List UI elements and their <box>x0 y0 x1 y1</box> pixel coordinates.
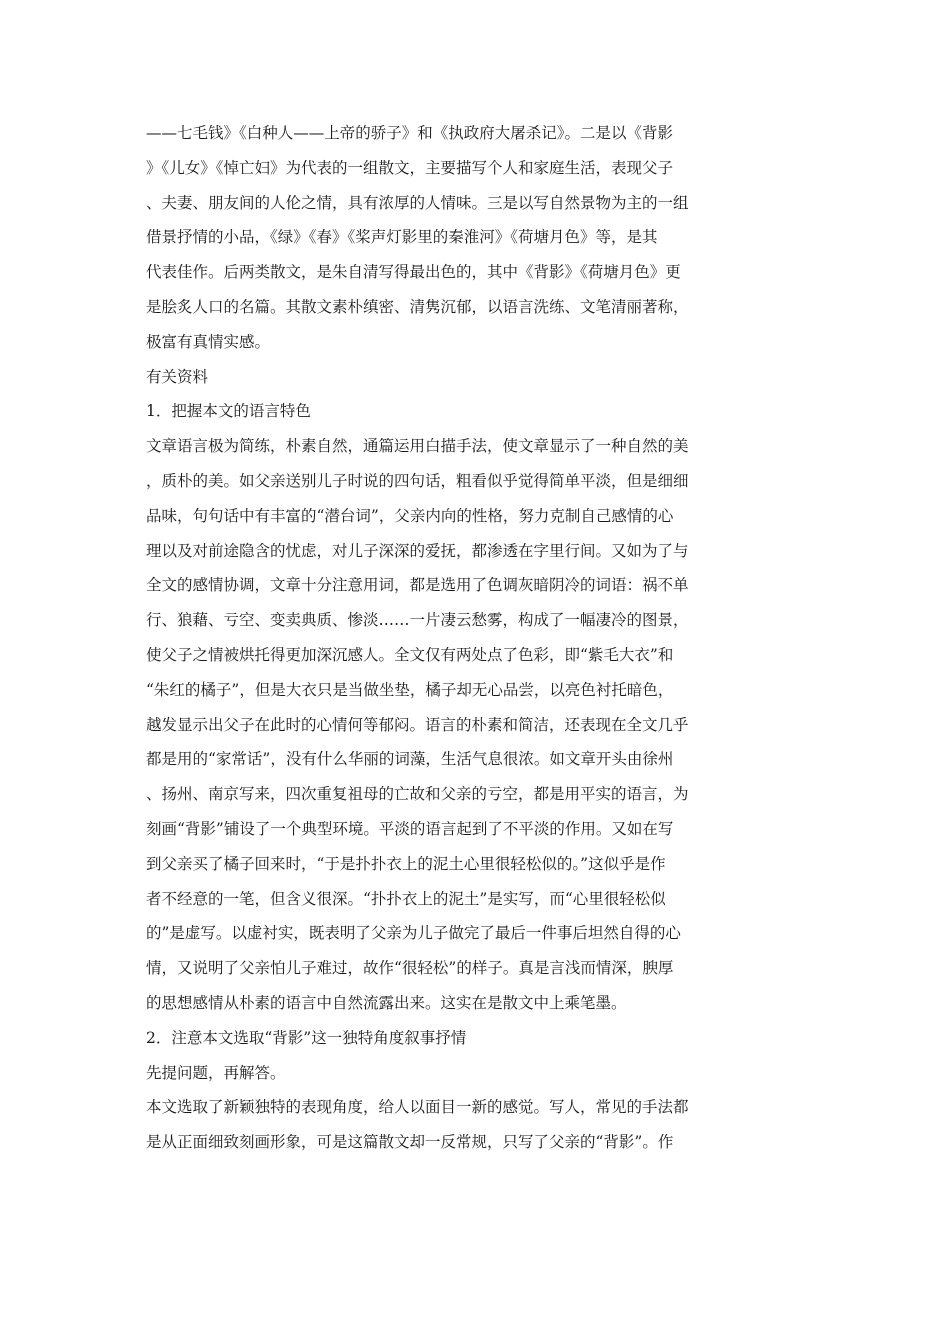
text-line: 情，又说明了父亲怕儿子难过，故作“很轻松”的样子。真是言浅而情深，腴厚 <box>146 959 674 978</box>
text-line: 都是用的“家常话”，没有什么华丽的词藻，生活气息很浓。如文章开头由徐州 <box>146 750 674 769</box>
text-line: 者不经意的一笔，但含义很深。“扑扑衣上的泥土”是实写，而“心里很轻松似 <box>146 889 666 908</box>
text-line: 文章语言极为简练，朴素自然，通篇运用白描手法，使文章显示了一种自然的美 <box>146 437 689 456</box>
section-heading: 有关资料 <box>146 367 209 386</box>
subsection-heading: 2．注意本文选取“背影”这一独特角度叙事抒情 <box>146 1028 467 1047</box>
text-line: 的”是虚写。以虚衬实，既表明了父亲为儿子做完了最后一件事后坦然自得的心 <box>146 924 681 943</box>
text-line: 借景抒情的小品，《绿》《春》《桨声灯影里的秦淮河》《荷塘月色》等，是其 <box>146 228 658 247</box>
text-line: 使父子之情被烘托得更加深沉感人。全文仅有两处点了色彩，即“紫毛大衣”和 <box>146 645 674 664</box>
text-line: 的思想感情从朴素的语言中自然流露出来。这实在是散文中上乘笔墨。 <box>146 993 627 1012</box>
text-line: “朱红的橘子”，但是大衣只是当做坐垫，橘子却无心品尝，以亮色衬托暗色， <box>146 680 674 699</box>
text-line: 行、狼藉、亏空、变卖典质、惨淡……一片凄云愁雾，构成了一幅凄冷的图景， <box>146 611 689 630</box>
text-line: 刻画“背影”铺设了一个典型环境。平淡的语言起到了不平淡的作用。又如在写 <box>146 819 674 838</box>
text-line: 、夫妻、朋友间的人伦之情，具有浓厚的人情味。三是以写自然景物为主的一组 <box>146 193 689 212</box>
text-line: 理以及对前途隐含的忧虑，对儿子深深的爱抚，都渗透在字里行间。又如为了与 <box>146 541 689 560</box>
text-line: ，质朴的美。如父亲送别儿子时说的四句话，粗看似乎觉得简单平淡，但是细细 <box>146 471 689 490</box>
text-line: 越发显示出父子在此时的心情何等郁闷。语言的朴素和简洁，还表现在全文几乎 <box>146 715 689 734</box>
document-body <box>146 116 746 1160</box>
text-line: 是脍炙人口的名篇。其散文素朴缜密、清隽沉郁，以语言洗练、文笔清丽著称， <box>146 297 689 316</box>
text-line: 》《儿女》《悼亡妇》为代表的一组散文，主要描写个人和家庭生活，表现父子 <box>146 158 674 177</box>
text-line: 是从正面细致刻画形象，可是这篇散文却一反常规，只写了父亲的“背影”。作 <box>146 1133 674 1152</box>
text-line: 本文选取了新颖独特的表现角度，给人以面目一新的感觉。写人，常见的手法都 <box>146 1098 689 1117</box>
subsection-heading: 1．把握本文的语言特色 <box>146 402 311 421</box>
text-line: 全文的感情协调，文章十分注意用词，都是选用了色调灰暗阴冷的词语：祸不单 <box>146 576 689 595</box>
text-line: ——七毛钱》《白种人——上帝的骄子》和《执政府大屠杀记》。二是以《背影 <box>146 124 674 142</box>
text-line: 、扬州、南京写来，四次重复祖母的亡故和父亲的亏空，都是用平实的语言，为 <box>146 785 689 804</box>
text-line: 到父亲买了橘子回来时，“于是扑扑衣上的泥土心里很轻松似的。”这似乎是作 <box>146 854 666 873</box>
text-line: 品味，句句话中有丰富的“潜台词”，父亲内向的性格，努力克制自己感情的心 <box>146 506 674 525</box>
text-line: 极富有真情实感。 <box>146 332 271 351</box>
text-line: 先提问题，再解答。 <box>146 1063 286 1082</box>
text-line: 代表佳作。后两类散文，是朱自清写得最出色的，其中《背影》《荷塘月色》更 <box>146 263 681 282</box>
